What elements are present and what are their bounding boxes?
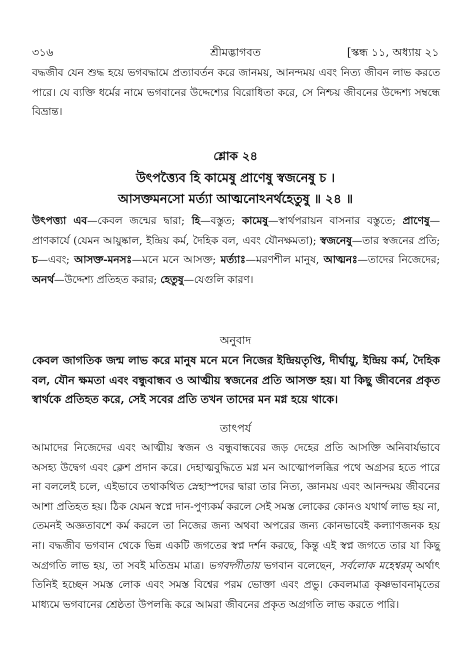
page-number: ৩১৬	[32, 46, 54, 59]
purport-text-part: ভগবান বলেছেন,	[259, 559, 340, 572]
synonym-word: উৎপত্ত্যা এব	[32, 215, 88, 227]
synonym-word: হি	[191, 215, 201, 227]
synonym-word: আসক্ত-মনসঃ	[74, 254, 132, 267]
purport-text-part: অর্থাৎ তিনিই হচ্ছেন সমস্ত লোক এবং সমস্ত বিশ্বের পরম ভোক্তা এবং প্রভু। কেবলমাত্র কৃষ্ণভাবনামৃতের মাধ্যমে ভগবানের শ্রেষ্ঠতা উপলব্ধি করে আমরা জীবনের প্রকৃত অগ্রগতি লাভ করতে পারি।	[32, 559, 440, 611]
synonym-meaning: —তাদের নিজেদের;	[357, 254, 440, 267]
synonym-word: মর্ত্যাঃ	[220, 254, 246, 267]
shloka-title: শ্লোক ২৪	[213, 149, 258, 163]
synonym-meaning: —কেবল জন্মের দ্বারা;	[87, 215, 185, 227]
synonym-meaning: —তার স্বজনের প্রতি;	[351, 234, 441, 247]
synonym-meaning: —বস্তুত;	[200, 215, 236, 227]
synonym-meaning: —মরণশীল মানুষ,	[245, 254, 320, 267]
purport-text	[32, 439, 440, 619]
synonym-word: অনর্থ	[32, 273, 54, 286]
synonym-meaning: —উদ্দেশ্য প্রতিহত করার;	[53, 273, 158, 286]
synonym-word: চ	[32, 254, 38, 267]
synonym-word: হেতুষু	[160, 273, 184, 286]
synonym-meaning: —যেগুলি কারণ।	[183, 273, 254, 286]
synonym-word: আত্মনঃ	[323, 254, 358, 267]
synonyms-paragraph	[32, 212, 440, 330]
synonym-meaning: —এবং;	[37, 254, 70, 267]
purport-text-part: আমাদের নিজেদের এবং আত্মীয় স্বজন ও বন্ধুবান্ধবের জড় দেহের প্রতি আসক্তি অনিবার্যভাবে অসহ্য উদ্বেগ এবং ক্লেশ প্রদান করে। দেহাত্মবুদ্ধিতে মগ্ন মন আত্মোপলব্ধির পথে অগ্রসর হতে পারে না বললেই চলে, এইভাবে তথাকথিত স্নেহাস্পদের দ্বারা তার নিত্য, জ্ঞানময় এবং আনন্দময় জীবনের আশা প্রতিহত হয়। ঠিক যেমন স্বপ্নে দান-পুণ্যকর্ম করলে সেই সমস্ত লোকের কোনও যথার্থ লাভ হয় না, তেমনই অজ্ঞতাবশে কর্ম করলে তা নিজের জন্য অথবা অপরের জন্য কোনভাবেই কল্যাণজনক হয় না। বদ্ধজীব ভগবান থেকে ভিন্ন একটি জগতের স্বপ্ন দর্শন করছে, কিন্তু এই স্বপ্ন জগতে তার যা কিছু অগ্রগতি লাভ হয়, তা সবই মতিভ্রম মাত্র।	[32, 442, 440, 572]
page-header	[32, 44, 439, 60]
translation-heading: অনুবাদ	[219, 334, 252, 347]
synonym-word: স্বজনেষু	[320, 234, 352, 247]
synonym-word: কামেষু	[242, 215, 268, 227]
synonym-meaning: —মনে মনে আসক্ত;	[131, 254, 217, 267]
verse-line-1: উৎপত্ত্যৈব হি কামেষু প্রাণেষু স্বজনেষু চ ।	[136, 170, 335, 185]
gita-reference: ভগবদ্গীতায়	[208, 559, 260, 572]
verse-line-2: আসক্তমনসো মর্ত্যা আত্মনোঽনর্থহেতুষু ॥ ২৪ ॥	[118, 191, 353, 206]
purport-heading: তাৎপর্য	[219, 422, 252, 435]
synonym-word: প্রাণেষু	[402, 215, 430, 227]
book-title: শ্রীমদ্ভাগবত	[210, 46, 261, 59]
translation-text: কেবল জাগতিক জন্ম লাভ করে মানুষ মনে মনে নিজের ইন্দ্রিয়তৃপ্তি, দীর্ঘায়ু, ইন্দ্রিয় কর্ম, দৈহিক বল, যৌন ক্ষমতা এবং বন্ধুবান্ধব ও আত্মীয় স্বজনের প্রতি আসক্ত হয়। যা কিছু জীবনের প্রকৃত স্বার্থকে প্রতিহত করে, সেই সবের প্রতি তখন তাদের মন মগ্ন হয়ে থাকে।	[32, 354, 440, 406]
sanskrit-quote: সর্বলোক মহেশ্বরম্‌	[339, 559, 412, 572]
synonym-meaning: —স্বার্থপরায়ন বাসনার বস্তুতে;	[267, 215, 396, 227]
intro-paragraph: বদ্ধজীব যেন শুদ্ধ হয়ে ভগবদ্ধামে প্রত্যাবর্তন করে জানময়, আনন্দময় এবং নিত্য জীবন লাভ করতে পারে। যে ব্যক্তি ধর্মের নামে ভগবানের উদ্দেশ্যের বিরোধিতা করে, সে নিশ্চয় জীবনের উদ্দেশ্য সম্বন্ধে বিভ্রান্ত।	[32, 67, 440, 119]
synonym-meaning: —প্রাণকার্যে (যেমন আয়ুষ্কাল, ইন্দ্রিয় কর্ম, দৈহিক বল, এবং যৌনক্ষমতা);	[32, 215, 440, 247]
chapter-reference: [স্কন্ধ ১১, অধ্যায় ২১	[346, 46, 439, 59]
